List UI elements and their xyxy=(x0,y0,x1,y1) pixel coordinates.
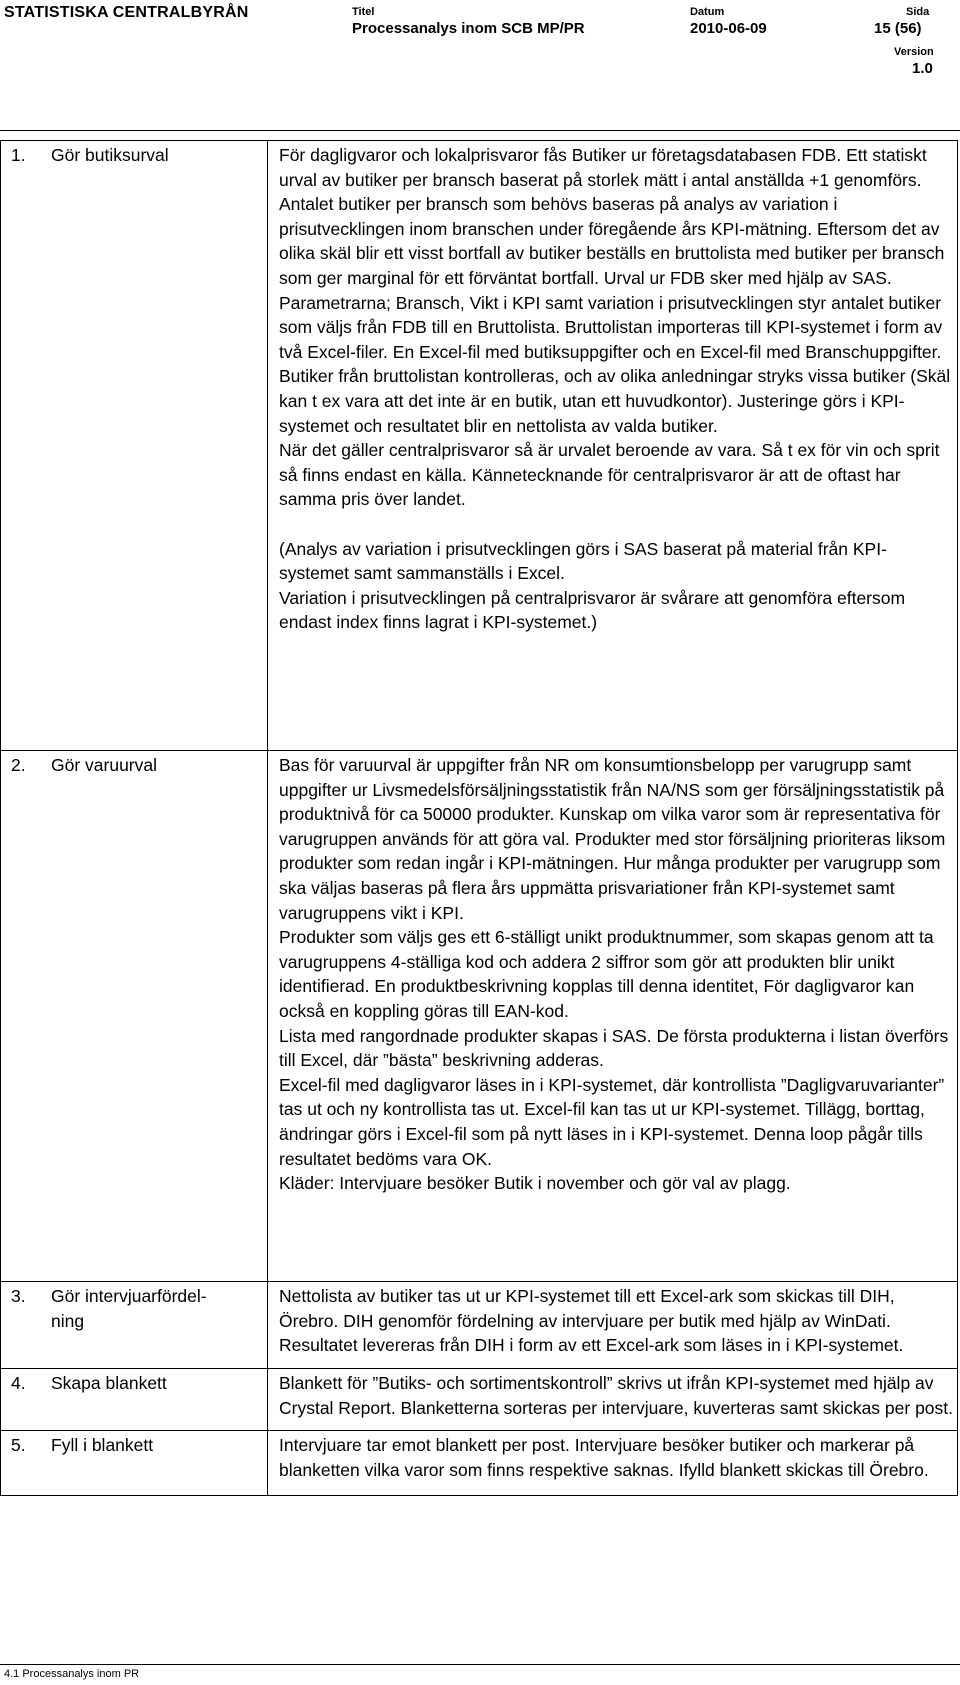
step-name: Gör butiksurval xyxy=(51,145,169,165)
step-number: 5. xyxy=(11,1435,26,1455)
description-cell-5 xyxy=(279,1433,955,1482)
description-cell-2 xyxy=(279,753,955,1196)
document-header xyxy=(0,0,960,80)
description-paragraph: Kläder: Intervjuare besöker Butik i november och gör val av plagg. xyxy=(279,1173,791,1194)
description-paragraph: Excel-fil med dagligvaror läses in i KPI-systemet, där kontrollista ”Dagligvaruvarianter” tas ut och ny kontrollista tas ut. Excel-fil kan tas ut ur KPI-systemet. Tillägg, borttag, ändringar görs i Excel-fil som på nytt läses in i KPI-systemet. Denna loop pågår tills resultatet bedöms vara OK. xyxy=(279,1074,945,1169)
version-label: Version xyxy=(894,46,934,58)
description-paragraph: (Analys av variation i prisutvecklingen görs i SAS baserat på material från KPI-systemet samt sammanställs i Excel. xyxy=(279,538,887,584)
footer-text: 4.1 Processanalys inom PR xyxy=(4,1668,140,1680)
step-name-line1: Gör intervjuarfördel- xyxy=(51,1286,207,1306)
description-cell-1 xyxy=(279,143,955,635)
step-cell-1 xyxy=(11,143,169,168)
description-paragraph: Variation i prisutvecklingen på centralprisvaror är svårare att genomföra eftersom endast index finns lagrat i KPI-systemet.) xyxy=(279,587,906,633)
version-value: 1.0 xyxy=(912,60,933,77)
row-divider xyxy=(1,1368,957,1369)
title-label: Titel xyxy=(352,6,375,18)
step-cell-5 xyxy=(11,1433,153,1458)
date-value: 2010-06-09 xyxy=(690,20,767,37)
step-number: 2. xyxy=(11,755,26,775)
description-paragraph: Lista med rangordnade produkter skapas i SAS. De första produkterna i listan överförs till Excel, där ”bästa” beskrivning adderas. xyxy=(279,1025,949,1071)
description-paragraph: Produkter som väljs ges ett 6-ställigt unikt produktnummer, som skapas genom att ta varugruppens 4-ställiga kod och addera 2 siffror som gör att produkten blir unikt identifierad. En produktbeskrivning kopplas till denna identitet, För dagligvaror kan också en koppling göras till EAN-kod. xyxy=(279,927,934,1021)
column-divider xyxy=(267,141,268,1495)
header-divider xyxy=(0,130,960,131)
step-number: 3. xyxy=(11,1286,26,1306)
step-name: Skapa blankett xyxy=(51,1373,167,1393)
step-name: Gör varuurval xyxy=(51,755,158,775)
page-number: 15 (56) xyxy=(874,20,922,37)
description-paragraph: Butiker från bruttolistan kontrolleras, och av olika anledningar stryks vissa butiker (Skäl kan t ex vara att det inte är en butik, utan ett huvudkontor). Justeringe görs i KPI-systemet och resultatet blir en nettolista av valda butiker. xyxy=(279,366,951,436)
step-cell-2 xyxy=(11,753,157,778)
step-name-line2: ning xyxy=(51,1310,85,1331)
title-value: Processanalys inom SCB MP/PR xyxy=(352,20,585,37)
description-cell-4 xyxy=(279,1371,955,1420)
description-paragraph: Nettolista av butiker tas ut ur KPI-systemet till ett Excel-ark som skickas till DIH, Örebro. DIH genomför fördelning av intervjuare per butik med hjälp av WinDati. Resultatet levereras från DIH i form av ett Excel-ark som läses in i KPI-systemet. xyxy=(279,1286,904,1356)
step-number: 1. xyxy=(11,145,26,165)
description-paragraph: Intervjuare tar emot blankett per post. Intervjuare besöker butiker och markerar på blanketten vilka varor som finns respektive saknas. Ifylld blankett skickas till Örebro. xyxy=(279,1435,929,1480)
description-paragraph: Bas för varuurval är uppgifter från NR om konsumtionsbelopp per varugrupp samt uppgifter ur Livsmedelsförsäljningsstatistik från NA/NS som ger försäljningsstatistik på produktnivå för ca 50000 produkter. Kunskap om vilka varor som är representativa för varugruppen används för att göra val. Produkter med stor försäljning prioriteras liksom produkter som redan ingår i KPI-mätningen. Hur många produkter per varugrupp som ska väljas baseras på flera års uppmätta prisvariationer från KPI-systemet samt varugruppens vikt i KPI. xyxy=(279,755,946,923)
footer-divider xyxy=(0,1664,960,1665)
description-paragraph: Blankett för ”Butiks- och sortimentskontroll” skrivs ut ifrån KPI-systemet med hjälp av Crystal Report. Blanketterna sorteras per intervjuare, kuverteras samt skickas per post. xyxy=(279,1373,954,1418)
step-name: Fyll i blankett xyxy=(51,1435,154,1455)
description-cell-3 xyxy=(279,1284,955,1358)
row-divider xyxy=(1,1430,957,1431)
step-cell-3 xyxy=(11,1284,207,1333)
step-cell-4 xyxy=(11,1371,167,1396)
row-divider xyxy=(1,1281,957,1282)
step-number: 4. xyxy=(11,1373,26,1393)
date-label: Datum xyxy=(690,6,725,18)
row-divider xyxy=(1,750,957,751)
description-paragraph: När det gäller centralprisvaror så är urvalet beroende av vara. Så t ex för vin och sprit så finns endast en källa. Kännetecknande för centralprisvaror är att de oftast har samma pris över landet. xyxy=(279,440,940,510)
description-paragraph: För dagligvaror och lokalprisvaror fås Butiker ur företagsdatabasen FDB. Ett statiskt urval av butiker per bransch baserat på storlek mätt i antal anställda +1 genomförs. Antalet butiker per bransch som behövs baseras på analys av variation i prisutvecklingen inom branschen under föregående års KPI-mätning. Eftersom det av olika skäl blir ett visst bortfall av butiker beställs en bruttolista med butiker per bransch som ger marginal för ett förväntat bortfall. Urval ur FDB sker med hjälp av SAS. Parametrarna; Bransch, Vikt i KPI samt variation i prisutvecklingen styr antalet butiker som väljs från FDB till en Bruttolista. Bruttolistan importeras till KPI-systemet i form av två Excel-filer. En Excel-fil med butiksuppgifter och en Excel-fil med Branschuppgifter. xyxy=(279,145,945,362)
organization-name: STATISTISKA CENTRALBYRÅN xyxy=(4,4,249,21)
process-table xyxy=(0,140,958,1496)
page-label: Sida xyxy=(906,6,930,18)
